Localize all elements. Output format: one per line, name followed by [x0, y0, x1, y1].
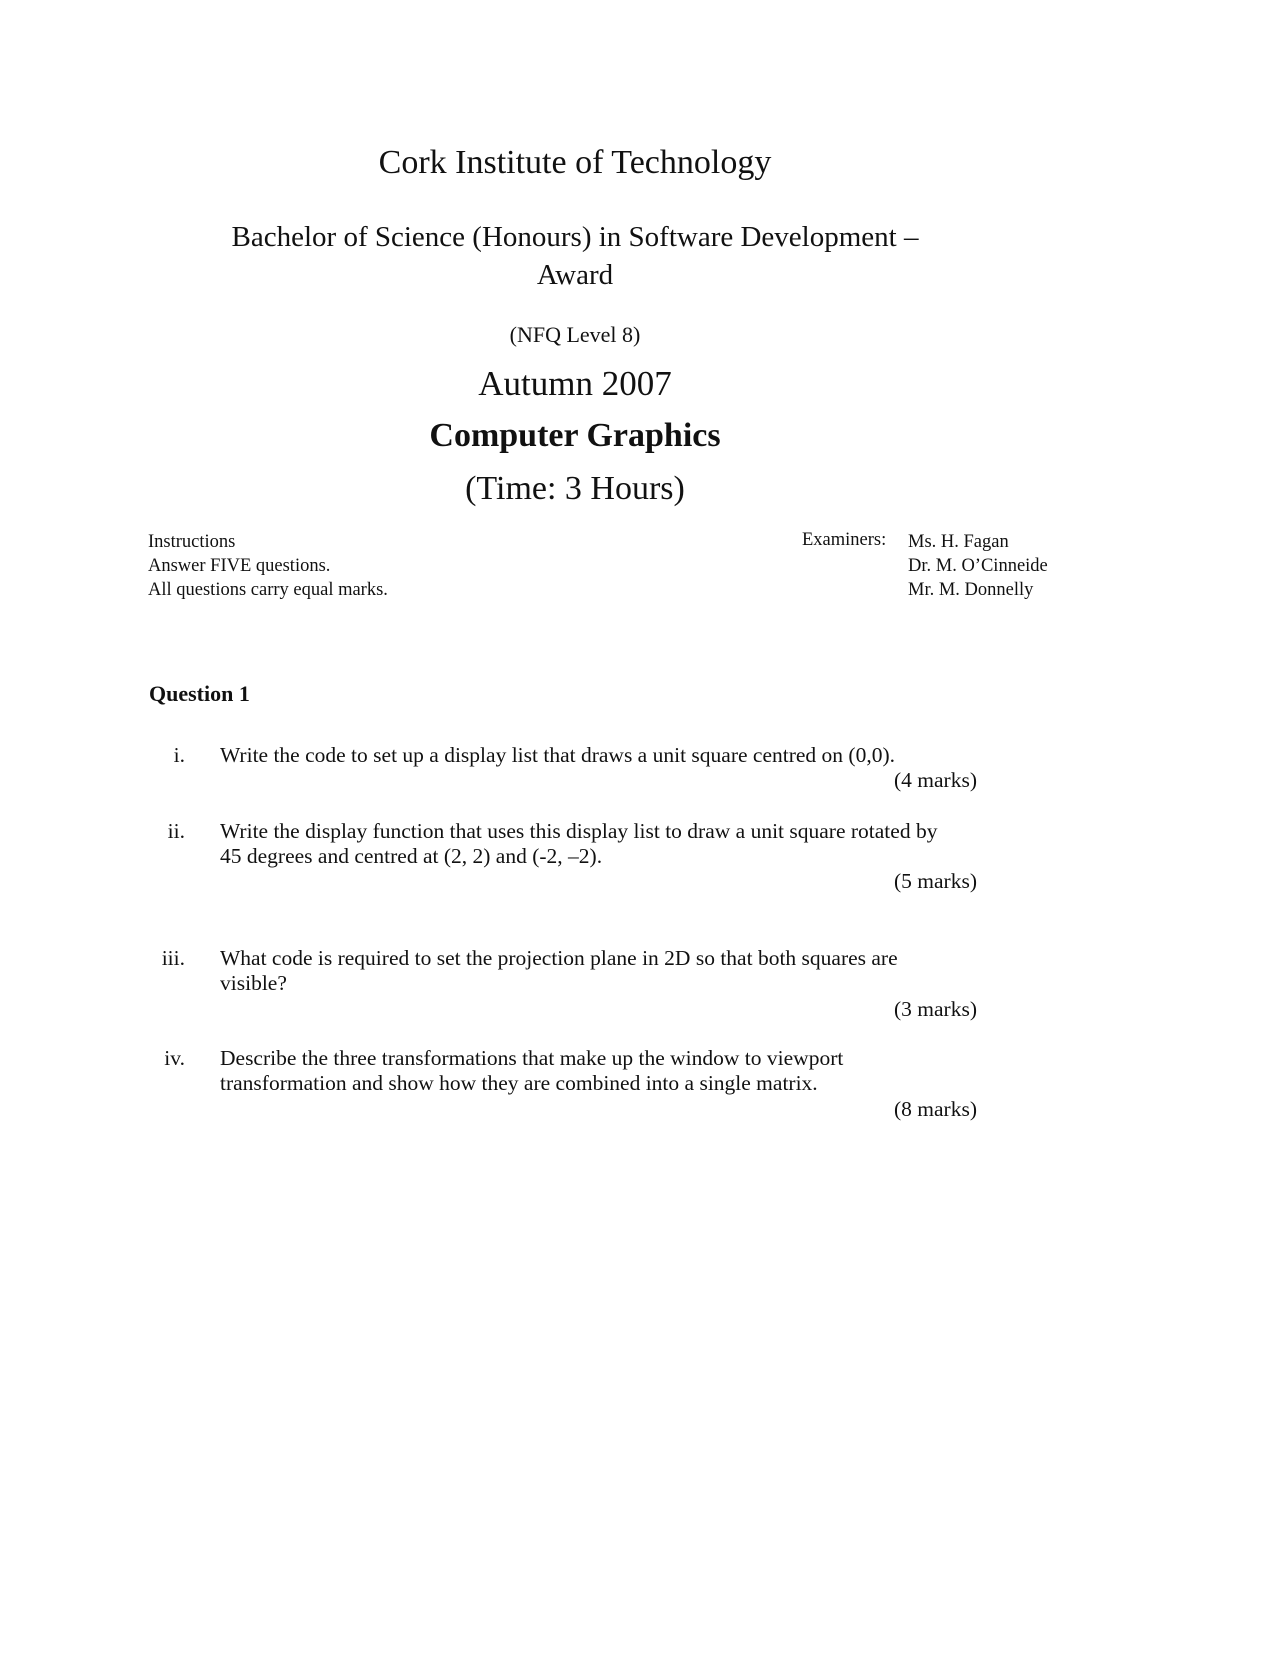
- part-text-line: visible?: [220, 971, 287, 995]
- part-number: iv.: [164, 1046, 185, 1070]
- exam-duration: (Time: 3 Hours): [465, 470, 685, 507]
- exam-session: Autumn 2007: [478, 364, 672, 403]
- instructions-heading: Instructions: [148, 532, 236, 552]
- question-heading: Question 1: [149, 681, 250, 706]
- part-text: [220, 743, 980, 768]
- part-marks: (3 marks): [894, 997, 977, 1021]
- institution-title: Cork Institute of Technology: [378, 144, 772, 181]
- part-marks: (5 marks): [894, 869, 977, 893]
- part-number: i.: [173, 743, 185, 767]
- examiners-list: [908, 530, 1048, 602]
- examiners-label: Examiners:: [802, 530, 887, 550]
- part-text-line: Write the display function that uses this display list to draw a unit square rotated by: [220, 819, 938, 843]
- part-number: ii.: [167, 819, 185, 843]
- part-number: iii.: [161, 946, 185, 970]
- part-marks: (8 marks): [894, 1097, 977, 1121]
- instructions-block: [148, 530, 388, 602]
- part-text-line: Describe the three transformations that make up the window to viewport: [220, 1046, 844, 1070]
- instructions-line: All questions carry equal marks.: [148, 580, 388, 600]
- examiner-name: Mr. M. Donnelly: [908, 580, 1034, 600]
- part-text-line: transformation and show how they are combined into a single matrix.: [220, 1071, 818, 1095]
- programme-title: [0, 218, 1150, 294]
- instructions-line: Answer FIVE questions.: [148, 556, 331, 576]
- part-text: [220, 819, 980, 869]
- part-text: [220, 1046, 980, 1096]
- nfq-level: (NFQ Level 8): [509, 322, 641, 347]
- programme-title-line-2: Award: [536, 259, 614, 291]
- part-text-line: Write the code to set up a display list that draws a unit square centred on (0,0).: [220, 743, 895, 767]
- programme-title-line-1: Bachelor of Science (Honours) in Software Development –: [231, 221, 919, 253]
- examiner-name: Dr. M. O’Cinneide: [908, 556, 1048, 576]
- part-text-line: 45 degrees and centred at (2, 2) and (-2, –2).: [220, 844, 603, 868]
- part-marks: (4 marks): [894, 768, 977, 792]
- module-title: Computer Graphics: [429, 417, 721, 454]
- examiner-name: Ms. H. Fagan: [908, 532, 1009, 552]
- part-text: [220, 946, 980, 996]
- part-text-line: What code is required to set the projection plane in 2D so that both squares are: [220, 946, 898, 970]
